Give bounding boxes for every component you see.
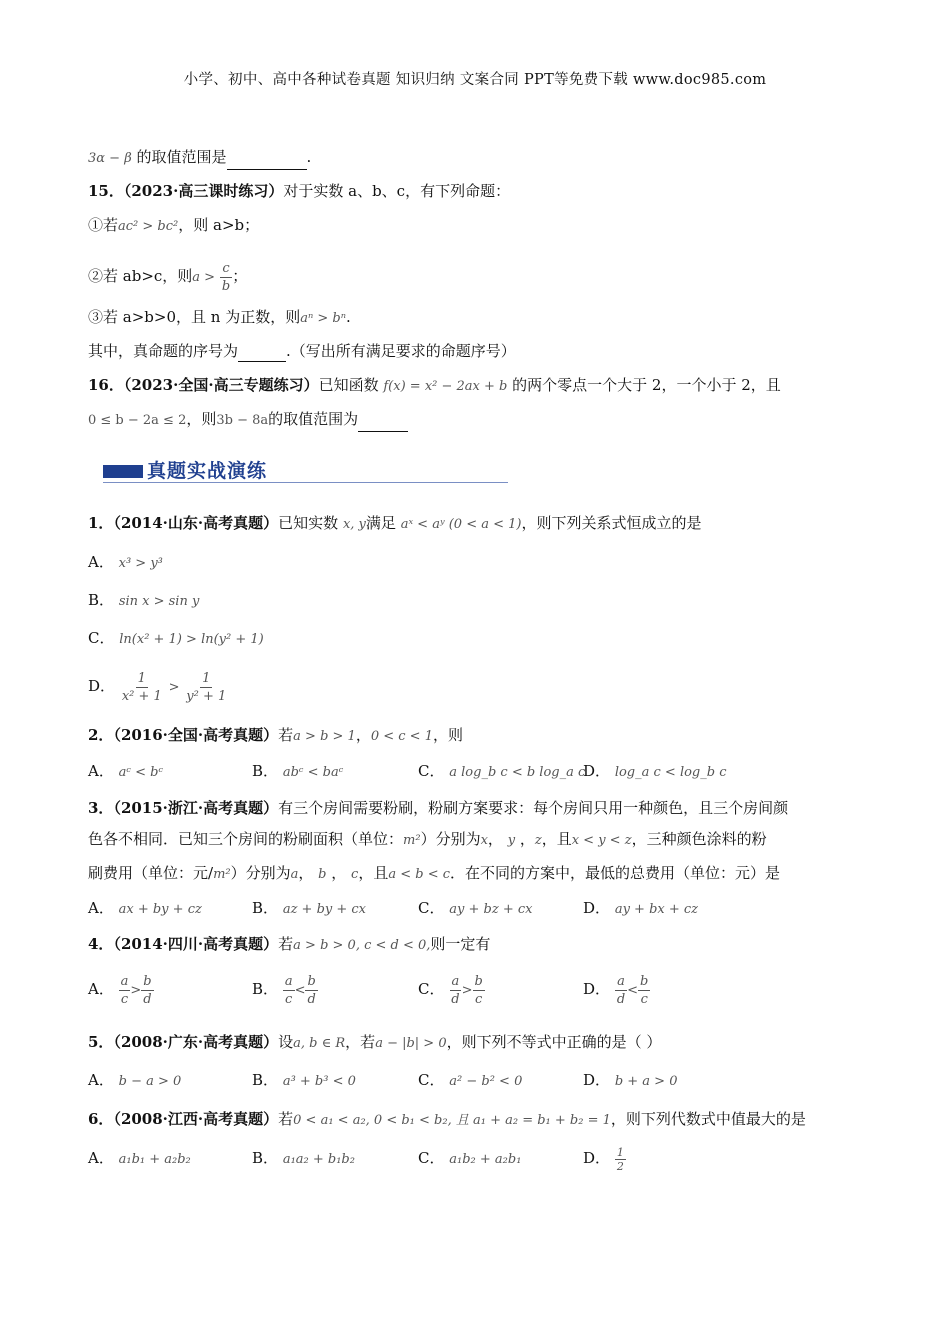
- r4-option-b: [252, 967, 318, 1013]
- option-label: B．: [252, 899, 279, 917]
- r3-text-2a: 色各不相同．已知三个房间的粉刷面积（单位：: [88, 830, 404, 848]
- section-title: 真题实战演练: [147, 460, 268, 482]
- r4-stem: [88, 933, 862, 957]
- r3-number: 3．: [88, 799, 114, 817]
- r6-cond: 0 < a₁ < a₂, 0 < b₁ < b₂, 且 a₁ + a₂ = b₁ + b₂ = 1: [293, 1113, 611, 1128]
- q15-prop-3: [88, 306, 862, 330]
- q16-post: 的两个零点一个大于 2，一个小于 2，且: [512, 376, 781, 394]
- q15-p2-pre: ②若 ab>c，则: [88, 267, 193, 285]
- option-value: b + a > 0: [614, 1074, 678, 1089]
- r2-number: 2．: [88, 726, 114, 744]
- option-label: D．: [583, 899, 611, 917]
- q15-prop-1: [88, 214, 862, 238]
- r3-source: （2015·浙江·高考真题）: [113, 799, 279, 817]
- r6-option-a: [88, 1147, 191, 1171]
- r3-var-z: z: [534, 833, 542, 848]
- fraction-numerator: b: [640, 973, 649, 989]
- r5-pre: 设: [278, 1033, 294, 1051]
- option-value: b − a > 0: [118, 1074, 182, 1089]
- fraction-denominator: d: [616, 991, 626, 1007]
- fraction-numerator: b: [307, 973, 316, 989]
- r1-d-operator: >: [168, 680, 180, 695]
- option-label: D．: [88, 677, 116, 695]
- r4-option-d: [583, 967, 650, 1013]
- option-label: B．: [88, 591, 115, 609]
- banner-bar: [103, 465, 143, 478]
- r1-stem: [88, 512, 862, 536]
- q15-p1-math: ac² > bc²: [118, 219, 179, 234]
- r3-unit: m²: [403, 833, 421, 848]
- r3-option-d: [583, 897, 698, 921]
- option-label: D．: [583, 1149, 611, 1167]
- q14-end: .: [306, 148, 312, 166]
- fraction: [615, 973, 627, 1008]
- r2-sep: ，: [355, 726, 371, 744]
- r3-var-b: b: [318, 867, 327, 882]
- r3-var-a: a: [290, 867, 299, 882]
- q15-stem: [88, 180, 862, 202]
- fraction-denominator: c: [120, 991, 129, 1007]
- r6-post: ，则下列代数式中值最大的是: [610, 1110, 806, 1128]
- q16-condition: 0 ≤ b − 2a ≤ 2: [88, 413, 187, 428]
- r3-line-3: 刷费用（单位：元/m²）分别为a， b ， c，且a < b < c．在不同的方案中，最低的总费用（单位：元）是: [88, 864, 781, 882]
- fraction-denominator: 2: [616, 1159, 624, 1173]
- r6-option-d: [583, 1140, 626, 1176]
- option-label: C．: [418, 762, 445, 780]
- fraction-denominator: c: [640, 991, 648, 1007]
- option-value: sin x > sin y: [118, 594, 200, 609]
- r4-source: （2014·四川·高考真题）: [113, 935, 279, 953]
- fraction: [638, 973, 650, 1008]
- fraction: [473, 973, 485, 1008]
- r3-text-3d: ．在不同的方案中，最低的总费用（单位：元）是: [450, 864, 781, 882]
- fraction: [141, 973, 153, 1008]
- q15-p2-fraction: [220, 260, 232, 295]
- r3-line-2: 色各不相同．已知三个房间的粉刷面积（单位：m²）分别为x， y ，z，且x < y < z，三种颜色涂料的粉: [88, 830, 767, 848]
- r6-pre: 若: [278, 1110, 294, 1128]
- fraction: [449, 973, 461, 1008]
- r1-pre: 已知实数: [278, 514, 339, 532]
- r6-option-c: [418, 1147, 521, 1171]
- fraction-numerator: 1: [616, 1145, 624, 1159]
- option-value: a₁b₁ + a₂b₂: [118, 1152, 191, 1167]
- q14-tail: [88, 146, 862, 170]
- q16-cond: [88, 408, 862, 432]
- q15-p2-post: ；: [232, 267, 248, 285]
- fraction-numerator: b: [474, 973, 483, 989]
- page-header: 小学、初中、高中各种试卷真题 知识归纳 文案合同 PPT等免费下载 www.doc985.com: [183, 72, 767, 88]
- r3-var-y: y: [507, 833, 516, 848]
- r2-option-c: [418, 760, 585, 784]
- q16-function: f(x) = x² − 2ax + b: [383, 379, 508, 394]
- option-label: B．: [252, 762, 279, 780]
- option-label: A．: [88, 980, 114, 998]
- r5-number: 5．: [88, 1033, 114, 1051]
- option-value: ay + bx + cz: [614, 902, 699, 917]
- r3-option-c: [418, 897, 532, 921]
- fraction-denominator: y² + 1: [186, 688, 227, 704]
- r1-post: ，则下列关系式恒成立的是: [521, 514, 702, 532]
- r2-source: （2016·全国·高考真题）: [113, 726, 279, 744]
- r1-source: （2014·山东·高考真题）: [113, 514, 279, 532]
- q15-number: 15．: [88, 182, 124, 200]
- r1-option-a: [88, 551, 862, 575]
- r1-option-b: [88, 589, 862, 613]
- fraction-numerator: a: [120, 973, 129, 989]
- option-label: A．: [88, 899, 114, 917]
- r2-pre: 若: [278, 726, 294, 744]
- option-label: C．: [418, 899, 445, 917]
- option-value: a³ + b³ < 0: [282, 1074, 356, 1089]
- q15-p1-pre: ①若: [88, 216, 119, 234]
- r4-cond: a > b > 0, c < d < 0,: [293, 938, 431, 953]
- fraction-numerator: a: [617, 973, 625, 989]
- r1-d-frac-2: [184, 670, 228, 705]
- r4-post: 则一定有: [430, 935, 491, 953]
- r1-option-d: [88, 664, 862, 708]
- option-value: ln(x² + 1) > ln(y² + 1): [119, 632, 264, 647]
- answer-blank: [358, 415, 408, 432]
- q16-number: 16．: [88, 376, 124, 394]
- banner-rule: [103, 482, 508, 483]
- r1-vars: x, y: [342, 517, 366, 532]
- fraction-denominator: c: [475, 991, 483, 1007]
- fraction-denominator: x² + 1: [121, 688, 162, 704]
- q15-p3-post: .: [345, 308, 351, 326]
- r1-mid: 满足: [365, 514, 396, 532]
- answer-blank: [238, 345, 286, 362]
- option-value: a log_b c < b log_a c: [449, 765, 586, 780]
- fraction: [305, 973, 317, 1008]
- r5-stem: [88, 1031, 862, 1055]
- r1-option-c: [88, 627, 862, 651]
- option-value: a₁b₂ + a₂b₁: [449, 1152, 522, 1167]
- r4-pre: 若: [278, 935, 294, 953]
- r1-number: 1．: [88, 514, 114, 532]
- option-label: A．: [88, 1149, 114, 1167]
- r4-option-c: [418, 967, 485, 1013]
- option-value: aᶜ < bᶜ: [118, 765, 164, 780]
- option-operator: <: [294, 983, 306, 998]
- fraction-numerator: b: [143, 973, 152, 989]
- option-value: log_a c < log_b c: [614, 765, 727, 780]
- q15-text: 对于实数 a、b、c，有下列命题：: [283, 182, 511, 200]
- r5-cond: a − |b| > 0: [375, 1036, 447, 1051]
- option-value: az + by + cx: [282, 902, 367, 917]
- fraction-numerator: a: [451, 973, 460, 989]
- option-label: C．: [88, 629, 115, 647]
- r5-set: a, b ∈ R: [293, 1036, 346, 1051]
- r5-source: （2008·广东·高考真题）: [113, 1033, 279, 1051]
- option-operator: >: [461, 983, 473, 998]
- q16-source: （2023·全国·高三专题练习）: [123, 376, 319, 394]
- r2-cond-1: a > b > 1: [293, 729, 356, 744]
- fraction-denominator: b: [221, 278, 231, 294]
- q15-p3-pre: ③若 a>b>0，且 n 为正数，则: [88, 308, 301, 326]
- fraction: [119, 973, 131, 1008]
- option-value: a₁a₂ + b₁b₂: [282, 1152, 355, 1167]
- option-value: a² − b² < 0: [449, 1074, 523, 1089]
- option-label: C．: [418, 980, 445, 998]
- option-label: A．: [88, 762, 114, 780]
- q14-expr: 3α − β: [88, 151, 132, 166]
- option-value: x³ > y³: [118, 556, 163, 571]
- r6-number: 6．: [88, 1110, 114, 1128]
- option-value: abᶜ < baᶜ: [282, 765, 344, 780]
- answer-blank: [227, 153, 307, 170]
- fraction-numerator: c: [222, 260, 230, 276]
- q15-ask-post: .（写出所有满足要求的命题序号）: [286, 342, 516, 360]
- fraction-numerator: 1: [202, 670, 211, 686]
- r5-mid: ，若: [345, 1033, 376, 1051]
- option-value: ay + bz + cx: [449, 902, 533, 917]
- r6-source: （2008·江西·高考真题）: [113, 1110, 279, 1128]
- fraction: [283, 973, 295, 1008]
- r3-option-b: [252, 897, 366, 921]
- option-label: B．: [252, 980, 279, 998]
- r5-option-a: [88, 1069, 181, 1093]
- r3-unit: m²: [213, 867, 231, 882]
- r3-text-2b: ）分别为: [420, 830, 481, 848]
- option-value: ax + by + cz: [118, 902, 202, 917]
- r3-text-2c: ，且: [541, 830, 572, 848]
- option-label: C．: [418, 1071, 445, 1089]
- option-label: D．: [583, 980, 611, 998]
- r5-option-d: [583, 1069, 677, 1093]
- option-label: A．: [88, 1071, 114, 1089]
- r1-d-frac-1: [120, 670, 164, 705]
- r3-cond-1: x < y < z: [571, 833, 632, 848]
- q15-prop-2: [88, 256, 862, 296]
- q16-mid: ，则: [186, 410, 217, 428]
- r4-option-a: [88, 967, 154, 1013]
- option-operator: <: [627, 983, 639, 998]
- q16-pre: 已知函数: [318, 376, 379, 394]
- r3-text-3a: 刷费用（单位：元/: [88, 864, 214, 882]
- fraction-denominator: d: [143, 991, 152, 1007]
- r6-stem: [88, 1108, 862, 1132]
- r2-option-d: [583, 760, 726, 784]
- r3-text-1: 有三个房间需要粉刷，粉刷方案要求：每个房间只用一种颜色，且三个房间颜: [278, 799, 789, 817]
- r3-line-1: [88, 797, 862, 819]
- section-banner: [103, 456, 508, 484]
- fraction-numerator: a: [284, 973, 293, 989]
- r2-option-b: [252, 760, 343, 784]
- fraction-denominator: d: [451, 991, 460, 1007]
- r3-text-3c: ，且: [358, 864, 389, 882]
- r3-text-3b: ）分别为: [230, 864, 291, 882]
- r3-var-c: c: [351, 867, 359, 882]
- option-label: D．: [583, 762, 611, 780]
- r1-cond: aˣ < aʸ (0 < a < 1): [400, 517, 522, 532]
- option-label: B．: [252, 1071, 279, 1089]
- r6-option-b: [252, 1147, 355, 1171]
- fraction-numerator: 1: [137, 670, 146, 686]
- r4-number: 4．: [88, 935, 114, 953]
- option-operator: >: [130, 983, 142, 998]
- r3-cond-2: a < b < c: [388, 867, 451, 882]
- option-label: A．: [88, 553, 114, 571]
- r3-text-2d: ，三种颜色涂料的粉: [631, 830, 767, 848]
- q15-p3-math: aⁿ > bⁿ: [300, 311, 346, 326]
- fraction: [615, 1146, 626, 1173]
- r3-option-a: [88, 897, 202, 921]
- option-label: C．: [418, 1149, 445, 1167]
- option-label: D．: [583, 1071, 611, 1089]
- fraction-denominator: c: [285, 991, 293, 1007]
- r5-option-c: [418, 1069, 522, 1093]
- q15-p1-post: ，则 a>b；: [178, 216, 260, 234]
- fraction-denominator: d: [307, 991, 316, 1007]
- r5-option-b: [252, 1069, 356, 1093]
- q16-expr: 3b − 8a: [216, 413, 269, 428]
- q15-ask-text: 其中，真命题的序号为: [88, 342, 239, 360]
- q15-ask: [88, 340, 862, 362]
- q16-stem: [88, 374, 862, 398]
- r5-post: ，则下列不等式中正确的是（ ）: [446, 1033, 662, 1051]
- q15-source: （2023·高三课时练习）: [123, 182, 284, 200]
- r2-option-a: [88, 760, 163, 784]
- r2-stem: [88, 724, 862, 748]
- q14-text: 的取值范围是: [136, 148, 227, 166]
- r2-cond-2: 0 < c < 1: [370, 729, 433, 744]
- r3-var-x: x: [480, 833, 488, 848]
- r2-post: ，则: [432, 726, 463, 744]
- q16-end: 的取值范围为: [268, 410, 359, 428]
- q15-p2-lhs: a >: [192, 270, 216, 285]
- option-label: B．: [252, 1149, 279, 1167]
